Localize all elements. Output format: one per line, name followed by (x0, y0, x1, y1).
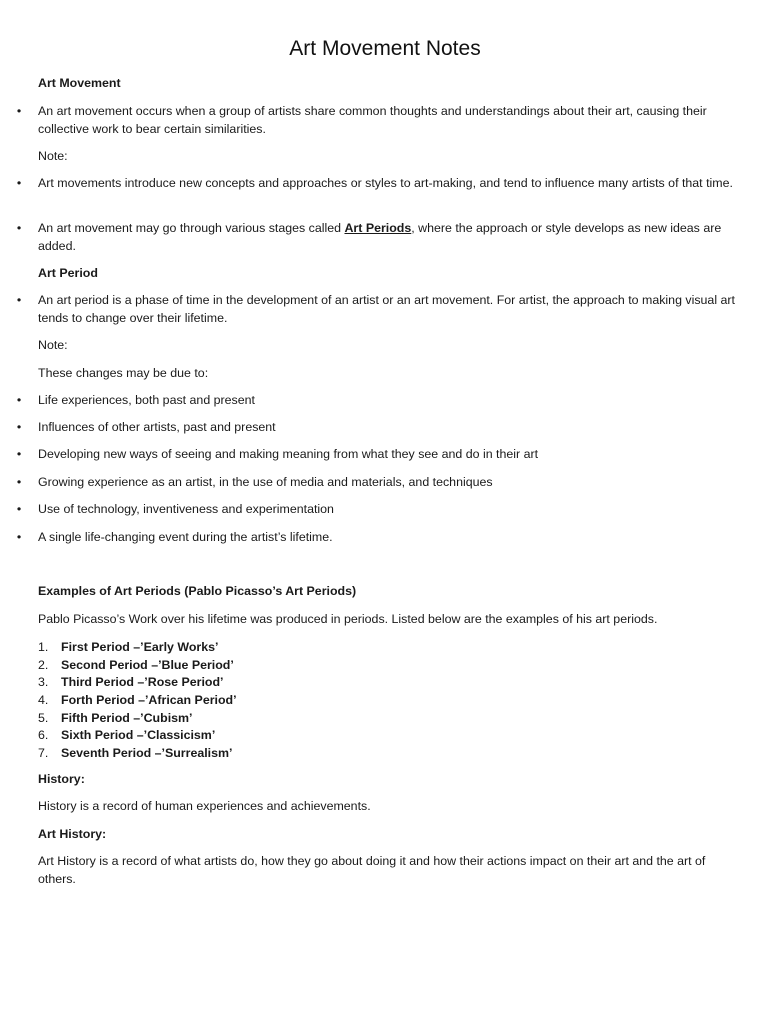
period-item (38, 657, 738, 675)
period-text: Seventh Period –’Surrealism’ (61, 746, 233, 761)
bullet-text: Art movements introduce new concepts and approaches or styles to art-making, and tend to influence many artists of that time. (38, 176, 733, 190)
changes-intro: These changes may be due to: (38, 366, 209, 380)
history-text: History is a record of human experiences and achievements. (38, 799, 371, 813)
bullet-marker: • (16, 475, 22, 489)
bullet-text-end: , where the approach or style develops as new ideas are added. (38, 221, 722, 253)
bullet-text: Influences of other artists, past and present (38, 420, 276, 434)
section-heading-art-history: Art History: (38, 827, 107, 841)
section-heading-history: History: (38, 772, 85, 786)
art-history-text: Art History is a record of what artists do, how they go about doing it and how their actions impact on their art and the art of others. (38, 854, 706, 886)
period-item (38, 692, 738, 710)
bullet-marker: • (16, 393, 22, 407)
bullet-art-movement-note-2 (16, 220, 738, 255)
period-text: Second Period –’Blue Period’ (61, 657, 234, 672)
bullet-marker: • (16, 502, 22, 516)
bullet-text-start: An art movement may go through various stages called (38, 221, 345, 235)
bullet-text: Growing experience as an artist, in the use of media and materials, and techniques (38, 475, 493, 489)
section-heading-art-movement: Art Movement (38, 76, 121, 90)
period-number: 7. (38, 746, 49, 761)
bullet-marker: • (16, 176, 22, 190)
bullet-marker: • (16, 293, 22, 307)
picasso-periods-list (38, 639, 738, 763)
bullet-marker: • (16, 104, 22, 118)
period-number: 3. (38, 675, 49, 690)
bullet-text: An art period is a phase of time in the development of an artist or an art movement. For artist, the approach to making visual art tends to change over their lifetime. (38, 293, 735, 325)
section-heading-art-period: Art Period (38, 266, 98, 280)
bullet-reason (16, 501, 738, 519)
bullet-marker: • (16, 221, 22, 235)
period-number: 6. (38, 728, 49, 743)
section-heading-examples: Examples of Art Periods (Pablo Picasso’s Art Periods) (38, 584, 357, 598)
period-number: 4. (38, 693, 49, 708)
period-item (38, 674, 738, 692)
period-item (38, 710, 738, 728)
bullet-art-period-definition (16, 292, 738, 327)
note-label: Note: (38, 149, 68, 163)
note-label: Note: (38, 338, 68, 352)
period-number: 1. (38, 640, 49, 654)
bullet-reason (16, 392, 738, 410)
period-text: Third Period –’Rose Period’ (61, 675, 224, 690)
page-title: Art Movement Notes (289, 37, 481, 60)
examples-intro: Pablo Picasso’s Work over his lifetime was produced in periods. Listed below are the examples of his art periods. (38, 612, 658, 626)
bullet-marker: • (16, 447, 22, 461)
bullet-art-movement-note-1 (16, 175, 738, 193)
period-text: Forth Period –’African Period’ (61, 693, 237, 708)
bullet-reason (16, 529, 738, 547)
bullet-text: A single life-changing event during the artist’s lifetime. (38, 530, 333, 544)
bullet-reason (16, 474, 738, 492)
art-periods-term: Art Periods (344, 221, 412, 235)
bullet-marker: • (16, 530, 22, 544)
period-number: 2. (38, 657, 49, 672)
bullet-text: Life experiences, both past and present (38, 393, 255, 407)
bullet-text: An art movement occurs when a group of artists share common thoughts and understandings about their art, causing their collective work to bear certain similarities. (38, 104, 707, 136)
bullet-reason (16, 446, 738, 464)
period-text: Sixth Period –’Classicism’ (61, 728, 216, 743)
period-item (38, 727, 738, 745)
period-item (38, 745, 738, 763)
period-text: Fifth Period –’Cubism’ (61, 710, 193, 725)
bullet-text: Use of technology, inventiveness and experimentation (38, 502, 334, 516)
bullet-marker: • (16, 420, 22, 434)
period-text: First Period –’Early Works’ (61, 640, 219, 654)
bullet-art-movement-definition (16, 103, 738, 138)
period-item (38, 639, 738, 657)
bullet-text: Developing new ways of seeing and making meaning from what they see and do in their art (38, 447, 539, 461)
bullet-reason (16, 419, 738, 437)
period-number: 5. (38, 710, 49, 725)
